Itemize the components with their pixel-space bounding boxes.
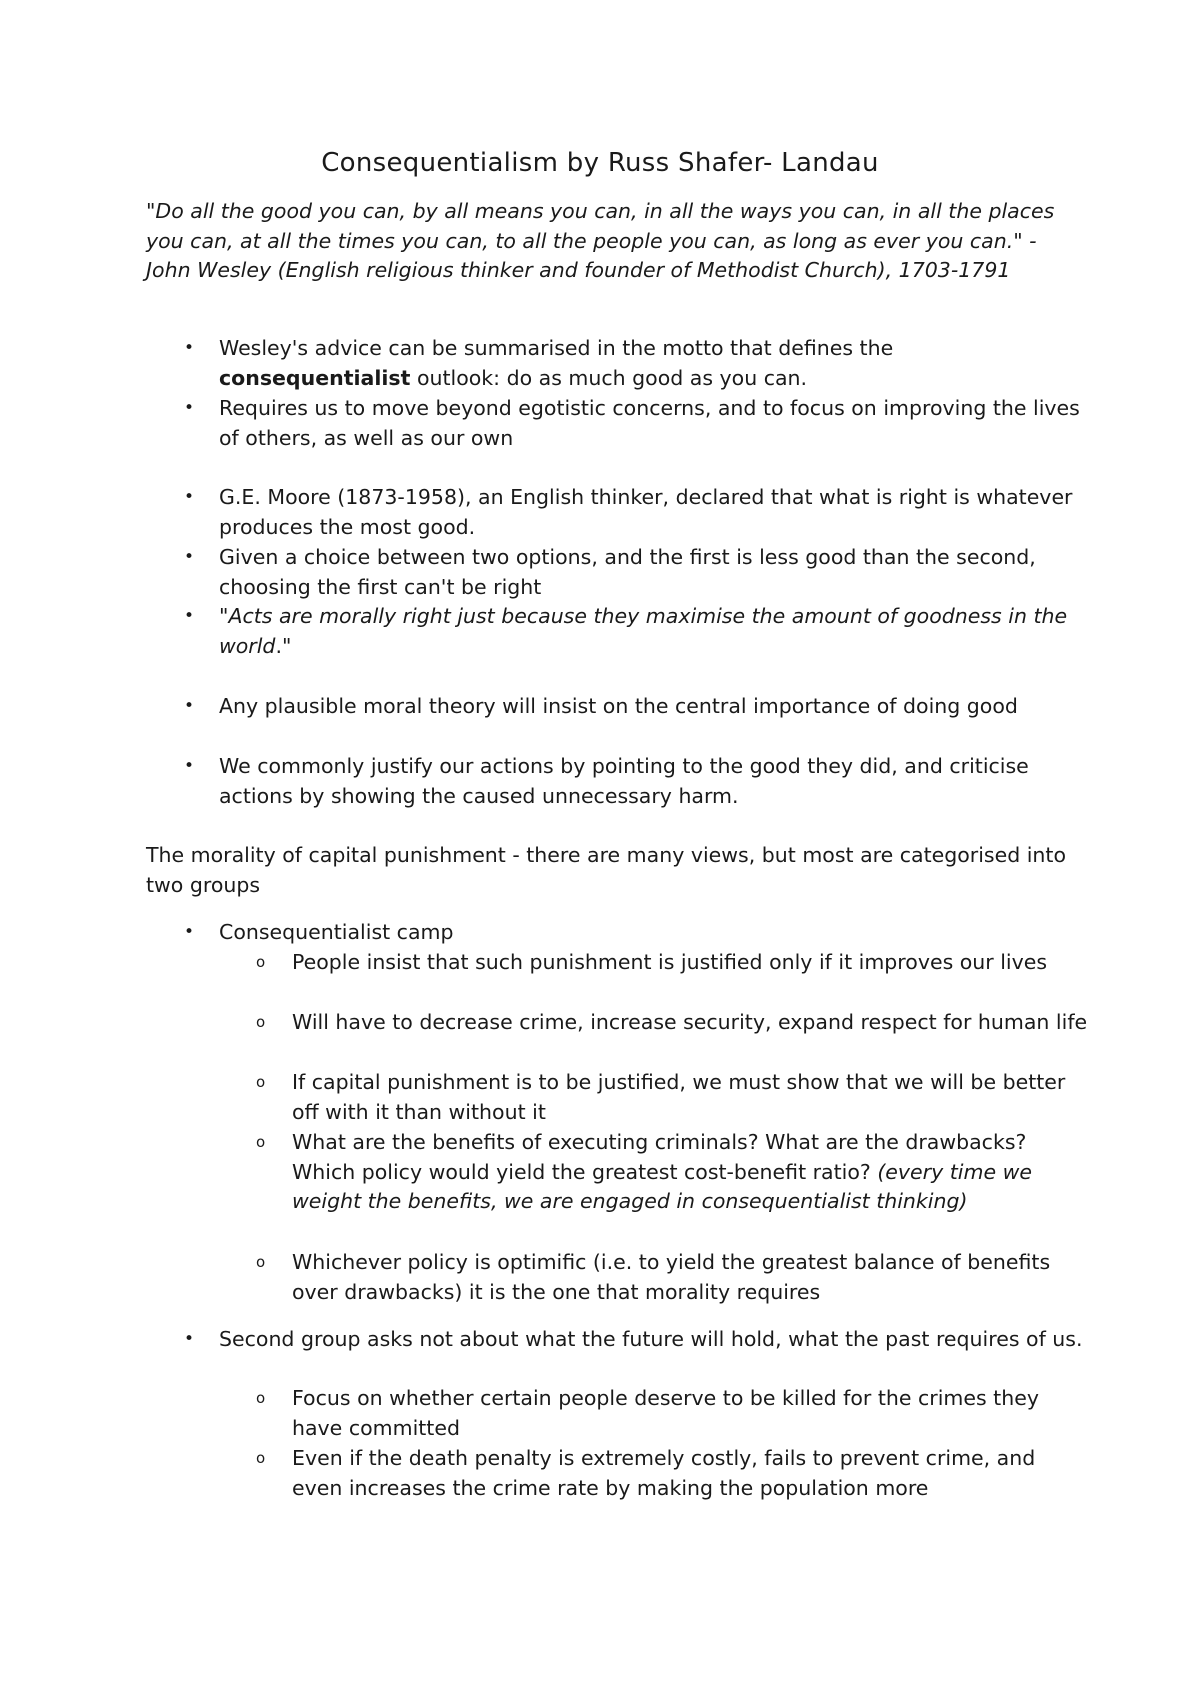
bold-term: consequentialist bbox=[219, 365, 411, 390]
list-item-text: Requires us to move beyond egotistic concerns, and to focus on improving the lives of others, as well as our own bbox=[219, 396, 1080, 450]
list-item-text: G.E. Moore (1873-1958), an English thinker, declared that what is right is whatever produces the most good. bbox=[219, 485, 1073, 539]
bullet-icon: • bbox=[184, 696, 195, 716]
list-item-text: We commonly justify our actions by pointing to the good they did, and criticise actions by showing the caused unnecessary harm. bbox=[219, 754, 1029, 808]
list-item-text bbox=[219, 334, 1089, 393]
bullet-icon: • bbox=[184, 547, 195, 567]
italic-note: (every time we weight the benefits, we are engaged in consequentialist thinking) bbox=[292, 1159, 1032, 1213]
bullet-icon: • bbox=[184, 487, 195, 507]
sub-list-item-text: Focus on whether certain people deserve to be killed for the crimes they have committed bbox=[292, 1386, 1039, 1440]
sub-bullet-icon: o bbox=[256, 1253, 266, 1271]
list-item-text: Given a choice between two options, and the first is less good than the second, choosing the first can't be right bbox=[219, 545, 1036, 599]
bullet-icon: • bbox=[184, 1329, 195, 1349]
document-title: Consequentialism by Russ Shafer- Landau bbox=[321, 148, 879, 178]
bullet-icon: • bbox=[184, 922, 195, 942]
sub-bullet-icon: o bbox=[256, 1133, 266, 1151]
bullet-icon: • bbox=[184, 756, 195, 776]
sub-list-item-text bbox=[292, 1128, 1092, 1217]
list-item-text: Consequentialist camp bbox=[219, 920, 454, 944]
text-run: " bbox=[219, 604, 229, 628]
sub-list-item-text: Whichever policy is optimific (i.e. to yield the greatest balance of benefits over drawbacks) it is the one that morality requires bbox=[292, 1250, 1051, 1304]
text-run: outlook: do as much good as you can. bbox=[410, 365, 808, 390]
list-item-text: Second group asks not about what the future will hold, what the past requires of us. bbox=[219, 1327, 1083, 1351]
bullet-icon: • bbox=[184, 398, 195, 418]
bullet-icon: • bbox=[184, 606, 195, 626]
text-run: Wesley's advice can be summarised in the motto that defines the bbox=[219, 336, 894, 360]
list-item-text bbox=[219, 602, 1089, 661]
italic-quote: Acts are morally right just because they maximise the amount of goodness in the world bbox=[219, 604, 1068, 658]
sub-bullet-icon: o bbox=[256, 953, 266, 971]
sub-list-item-text: People insist that such punishment is justified only if it improves our lives bbox=[292, 950, 1048, 974]
sub-bullet-icon: o bbox=[256, 1073, 266, 1091]
sub-list-item-text: Even if the death penalty is extremely costly, fails to prevent crime, and even increases the crime rate by making the population more bbox=[292, 1446, 1036, 1500]
sub-list-item-text: If capital punishment is to be justified, we must show that we will be better off with it than without it bbox=[292, 1070, 1066, 1124]
sub-bullet-icon: o bbox=[256, 1013, 266, 1031]
wesley-quote: "Do all the good you can, by all means you can, in all the ways you can, in all the places you can, at all the times you can, to all the people you can, as long as ever you can." - John Wesley (English religious thinker and founder of Methodist Church), 1703-1791 bbox=[146, 199, 1055, 282]
body-paragraph: The morality of capital punishment - there are many views, but most are categorised into two groups bbox=[146, 843, 1066, 897]
list-item-text: Any plausible moral theory will insist on the central importance of doing good bbox=[219, 694, 1018, 718]
sub-bullet-icon: o bbox=[256, 1389, 266, 1407]
sub-bullet-icon: o bbox=[256, 1449, 266, 1467]
sub-list-item-text: Will have to decrease crime, increase security, expand respect for human life bbox=[292, 1010, 1088, 1034]
text-run: What are the benefits of executing criminals? What are the drawbacks? Which policy would yield the greatest cost-benefit ratio? bbox=[292, 1130, 1027, 1184]
bullet-icon: • bbox=[184, 338, 195, 358]
text-run: ." bbox=[275, 633, 292, 658]
